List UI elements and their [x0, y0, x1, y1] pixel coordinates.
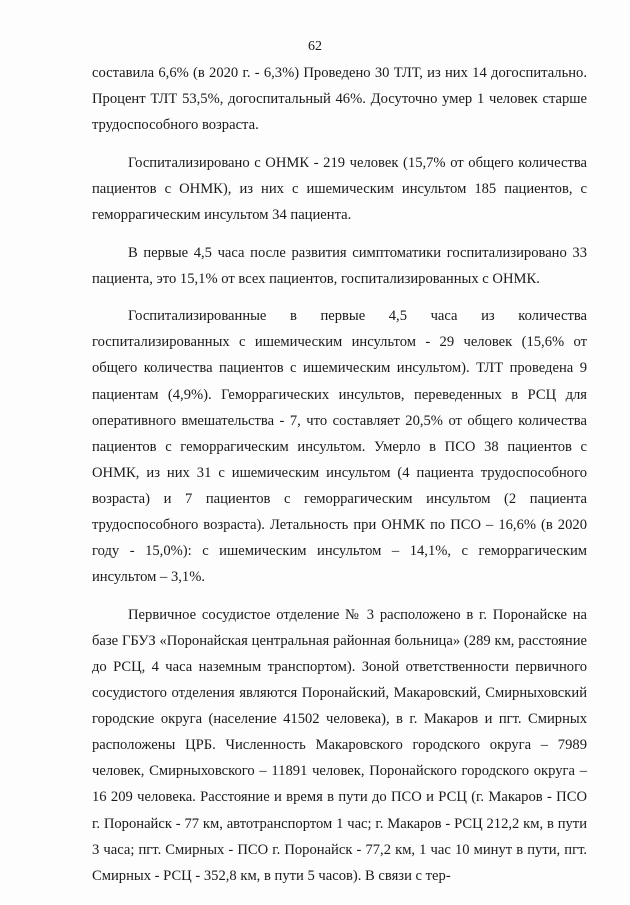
- paragraph-3: В первые 4,5 часа после развития симптоматики госпитализировано 33 пациента, это 15,1% от всех пациентов, госпитализированных с ОНМК.: [92, 244, 587, 287]
- paragraph-2: Госпитализировано с ОНМК - 219 человек (15,7% от общего количества пациентов с ОНМК), из них с ишемическим инсультом 185 пациентов, с геморрагическим инсультом 34 пациента.: [92, 154, 587, 223]
- paragraph-5: Первичное сосудистое отделение № 3 расположено в г. Поронайске на базе ГБУЗ «Поронайская центральная районная больница» (289 км, расстояние до РСЦ, 4 часа наземным транспортом). Зоной ответственности первичного сосудистого отделения являются Поронайский, Макаровский, Смирныховский городские округа (население 41502 человека), в г. Макаров и пгт. Смирных расположены ЦРБ. Численность Макаровского городского округа – 7989 человек, Смирныховского – 11891 человек, Поронайского городского округа –16 209 человека. Расстояние и время в пути до ПСО и РСЦ (г. Макаров - ПСО г. Поронайск - 77 км, автотранспортом 1 час; г. Макаров - РСЦ 212,2 км, в пути 3 часа; пгт. Смирных - ПСО г. Поронайск - 77,2 км, 1 час 10 минут в пути, пгт. Смирных - РСЦ - 352,8 км, в пути 5 часов). В связи с тер-: [92, 606, 587, 884]
- page-number: 62: [308, 39, 322, 54]
- paragraph-4: Госпитализированные в первые 4,5 часа из количества госпитализированных с ишемическим инсультом - 29 человек (15,6% от общего количества пациентов с ишемическим инсультом). ТЛТ проведена 9 пациентам (4,9%). Геморрагических инсультов, переведенных в РСЦ для оперативного вмешательства - 7, что составляет 20,5% от общего количества пациентов с геморрагическим инсультом. Умерло в ПСО 38 пациентов с ОНМК, из них 31 с ишемическим инсультом (4 пациента трудоспособного возраста) и 7 пациентов с геморрагическим инсультом (2 пациента трудоспособного возраста). Летальность при ОНМК по ПСО – 16,6% (в 2020 году - 15,0%): с ишемическим инсультом – 14,1%, с геморрагическим инсультом – 3,1%.: [92, 308, 587, 586]
- body-text: [92, 60, 587, 889]
- paragraph-1: составила 6,6% (в 2020 г. - 6,3%) Проведено 30 ТЛТ, из них 14 догоспитально. Процент ТЛТ 53,5%, догоспитальный 46%. Досуточно умер 1 человек старше трудоспособного возраста.: [92, 65, 587, 134]
